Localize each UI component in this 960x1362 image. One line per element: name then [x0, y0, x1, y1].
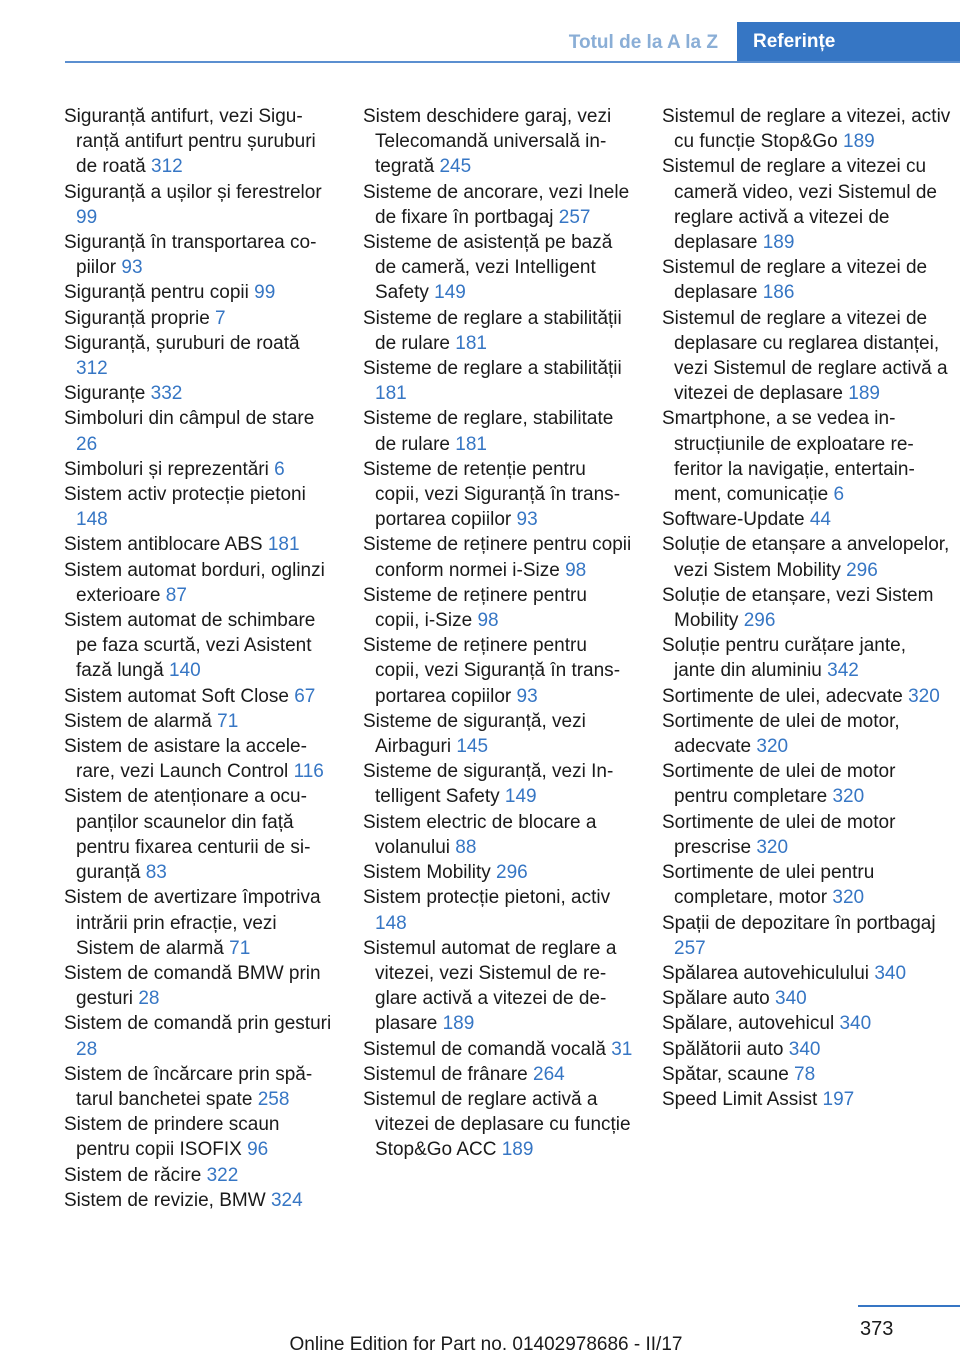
index-entry-text: Siguranță a ușilor și ferestrelor — [64, 181, 322, 203]
index-page-link[interactable]: 245 — [439, 156, 472, 178]
index-entry — [64, 306, 334, 331]
index-entry-text: Software-Update — [662, 509, 805, 531]
index-page-link[interactable]: 149 — [504, 786, 537, 808]
index-entry — [363, 230, 633, 306]
index-entry-text: Sistem automat de schimbare pe faza scurtă, vezi Asistent fază lungă — [64, 610, 316, 682]
index-entry — [662, 1037, 952, 1062]
index-page-link[interactable]: 88 — [455, 836, 477, 858]
index-entry — [363, 810, 633, 860]
index-page-link[interactable]: 145 — [456, 736, 489, 758]
index-entry — [662, 1087, 952, 1112]
index-entry — [363, 633, 633, 709]
index-entry-text: Sisteme de reglare a stabilității — [363, 358, 622, 380]
index-entry — [64, 784, 334, 885]
index-entry — [64, 482, 334, 532]
index-entry — [662, 684, 952, 709]
index-entry-text: Sortimente de ulei pentru completare, motor — [662, 862, 875, 909]
index-entry — [662, 709, 952, 759]
index-entry — [363, 356, 633, 406]
index-page-link[interactable]: 320 — [908, 685, 940, 707]
index-page-link[interactable]: 44 — [809, 509, 831, 531]
index-page-link[interactable]: 93 — [516, 509, 538, 531]
index-page-link[interactable]: 197 — [822, 1088, 855, 1110]
index-page-link[interactable]: 332 — [150, 383, 183, 405]
index-entry-text: Sistemul de frânare — [363, 1063, 528, 1085]
index-page-link[interactable]: 98 — [565, 559, 587, 581]
index-page-link[interactable]: 181 — [375, 383, 407, 405]
index-entry-text: Spălare auto — [662, 988, 770, 1010]
index-page-link[interactable]: 28 — [76, 1038, 98, 1060]
index-page-link[interactable]: 98 — [477, 610, 499, 632]
index-entry-text: Sistem Mobility — [363, 862, 491, 884]
index-page-link[interactable]: 71 — [229, 937, 251, 959]
index-entry — [662, 860, 952, 910]
index-entry — [363, 457, 633, 533]
index-entry-text: Soluție de etanșare, vezi Sistem Mobility — [662, 584, 934, 632]
edition-note: Online Edition for Part no. 01402978686 - II/17 — [289, 1334, 683, 1355]
index-entry — [64, 381, 334, 406]
index-entry — [662, 583, 952, 633]
index-entry — [64, 734, 334, 784]
index-entry — [64, 1163, 334, 1188]
index-page-link[interactable]: 87 — [165, 584, 187, 606]
index-entry — [662, 986, 952, 1011]
index-page-link[interactable]: 189 — [843, 131, 875, 153]
index-page-link[interactable]: 26 — [76, 433, 98, 455]
index-page-link[interactable]: 83 — [145, 862, 167, 884]
index-page-link[interactable]: 67 — [294, 685, 316, 707]
index-entry — [64, 230, 334, 280]
index-entry-text: Smartphone, a se vedea instrucțiunile de exploatare referitor la navigație, entertainment, comunicație — [662, 408, 915, 506]
index-page-link[interactable]: 7 — [215, 307, 226, 329]
index-entry — [363, 532, 633, 582]
index-page-link[interactable]: 181 — [267, 534, 300, 556]
index-entry — [64, 280, 334, 305]
index-entry — [662, 1062, 952, 1087]
index-entry-text: Sistemul de reglare a vitezei, activ cu funcție Stop&Go — [662, 106, 951, 153]
index-entry — [64, 608, 334, 684]
index-page-link[interactable]: 149 — [434, 282, 466, 304]
index-entry — [64, 1011, 334, 1061]
index-page-link[interactable]: 78 — [794, 1063, 816, 1085]
index-entry — [64, 1112, 334, 1162]
index-entry-text: Sisteme de siguranță, vezi Airbaguri — [363, 710, 586, 758]
index-entry-text: Sortimente de ulei, adecvate — [662, 685, 903, 707]
index-page-link[interactable]: 6 — [833, 484, 845, 506]
index-entry-text: Sistemul de comandă vocală — [363, 1038, 606, 1060]
index-entry-text: Sistemul de reglare a vitezei de deplasare — [662, 257, 928, 304]
index-entry-text: Sistemul automat de reglare a vitezei, vezi Sistemul de reglare activă a vitezei de deplasare — [363, 937, 617, 1035]
index-page-link[interactable]: 31 — [611, 1038, 633, 1060]
index-page-link[interactable]: 296 — [846, 559, 878, 581]
index-entry — [64, 961, 334, 1011]
index-entry — [662, 406, 952, 507]
index-entry-text: Sistemul de reglare a vitezei de deplasare cu reglarea distanței, vezi Sistemul de reglare activă a vitezei de deplasare — [662, 307, 948, 405]
index-entry-text: Sisteme de retenție pentru copii, vezi Siguranță în transportarea copiilor — [363, 458, 621, 531]
index-entry — [363, 180, 633, 230]
index-entry-text: Sistem de avertizare împotriva intrării prin efracție, vezi Sistem de alarmă — [64, 887, 321, 959]
index-page-link[interactable]: 189 — [501, 1139, 534, 1161]
index-entry — [363, 306, 633, 356]
index-entry — [64, 406, 334, 456]
index-entry — [363, 583, 633, 633]
index-entry-text: Sistem automat borduri, oglinzi exterioare — [64, 559, 325, 606]
index-entry-text: Sistem activ protecție pietoni — [64, 484, 306, 506]
index-entry-text: Spătar, scaune — [662, 1063, 789, 1085]
index-entry-text: Sistem protecție pietoni, activ — [363, 887, 611, 909]
index-page-link[interactable]: 264 — [533, 1063, 565, 1085]
index-entry — [64, 558, 334, 608]
index-entry — [662, 961, 952, 986]
index-entry — [662, 810, 952, 860]
index-entry — [662, 1011, 952, 1036]
index-entry-text: Sistem de încărcare prin spătarul banchetei spate — [64, 1063, 313, 1110]
index-entry — [363, 759, 633, 809]
index-page-link[interactable]: 257 — [674, 937, 706, 959]
index-entry-text: Sistem automat Soft Close — [64, 685, 289, 707]
index-page-link[interactable]: 96 — [247, 1139, 269, 1161]
index-entry — [64, 532, 334, 557]
index-entry — [662, 104, 952, 154]
index-entry-text: Sistem de comandă BMW prin gesturi — [64, 962, 321, 1010]
index-entry-text: Sortimente de ulei de motor, adecvate — [662, 710, 900, 758]
index-entry-text: Siguranțe — [64, 383, 146, 405]
index-page-link[interactable]: 189 — [762, 232, 795, 254]
header-section-title: Totul de la A la Z — [568, 32, 718, 53]
index-entry-text: Sistemul de reglare activă a vitezei de deplasare cu funcție Stop&Go ACC — [363, 1088, 631, 1161]
index-entry-text: Siguranță pentru copii — [64, 282, 249, 304]
index-page-link[interactable]: 116 — [293, 761, 324, 783]
index-page-link[interactable]: 340 — [788, 1038, 821, 1060]
index-page-link[interactable]: 320 — [756, 836, 789, 858]
index-entry — [64, 457, 334, 482]
index-column-2 — [363, 104, 633, 1163]
index-page-link[interactable]: 340 — [775, 988, 807, 1010]
index-page-link[interactable]: 28 — [138, 988, 160, 1010]
index-entry — [363, 709, 633, 759]
index-page-link[interactable]: 181 — [455, 433, 487, 455]
index-entry — [662, 911, 952, 961]
index-page-link[interactable]: 322 — [206, 1164, 239, 1186]
index-entry — [662, 255, 952, 305]
index-page-link[interactable]: 148 — [76, 509, 108, 531]
index-entry-text: Siguranță în transportarea copiilor — [64, 232, 317, 279]
index-entry-text: Sistem de prindere scaun pentru copii ISOFIX — [64, 1114, 280, 1161]
index-entry-text: Spălarea autovehiculului — [662, 962, 870, 984]
index-entry — [64, 180, 334, 230]
index-entry-text: Sisteme de siguranță, vezi Intelligent Safety — [363, 761, 614, 808]
index-page-link[interactable]: 320 — [832, 786, 865, 808]
index-entry — [64, 709, 334, 734]
index-entry-text: Sisteme de reglare, stabilitate de rulare — [363, 408, 614, 455]
index-entry — [64, 331, 334, 381]
index-entry — [64, 1188, 334, 1213]
index-entry-text: Sisteme de asistență pe bază de cameră, vezi Intelligent Safety — [363, 232, 613, 304]
index-entry — [662, 532, 952, 582]
index-entry — [363, 860, 633, 885]
index-entry — [662, 633, 952, 683]
index-entry — [363, 104, 633, 180]
index-entry — [64, 684, 334, 709]
index-entry-text: Sisteme de reținere pentru copii, vezi Siguranță în transportarea copiilor — [363, 635, 621, 707]
index-entry — [64, 885, 334, 961]
index-entry — [662, 759, 952, 809]
index-entry — [363, 1062, 633, 1087]
index-page-link[interactable]: 312 — [76, 358, 108, 380]
index-column-3 — [662, 104, 952, 1112]
index-page-link[interactable]: 71 — [217, 710, 239, 732]
index-page-link[interactable]: 324 — [270, 1189, 303, 1211]
index-entry-text: Sortimente de ulei de motor pentru completare — [662, 761, 896, 808]
index-entry-text: Sistem de alarmă — [64, 710, 212, 732]
footer-rule — [858, 1305, 960, 1307]
index-entry-text: Sistem de revizie, BMW — [64, 1189, 266, 1211]
index-entry-text: Simboluri din câmpul de stare — [64, 408, 315, 430]
index-entry-text: Simboluri și reprezentări — [64, 458, 269, 480]
index-page-link[interactable]: 140 — [168, 660, 201, 682]
index-page-link[interactable]: 257 — [558, 206, 591, 228]
index-page-link[interactable]: 99 — [76, 206, 98, 228]
index-entry — [363, 406, 633, 456]
index-entry-text: Sisteme de reținere pentru copii conform normei i-Size — [363, 534, 632, 581]
index-page-link[interactable]: 189 — [848, 383, 880, 405]
index-entry-text: Sisteme de ancorare, vezi Inele de fixare în portbagaj — [363, 181, 630, 228]
index-entry — [662, 507, 952, 532]
index-entry-text: Siguranță, șuruburi de roată — [64, 332, 300, 354]
index-entry — [363, 1087, 633, 1163]
index-page-link[interactable]: 342 — [827, 660, 859, 682]
index-entry-text: Sisteme de reglare a stabilității de rulare — [363, 307, 622, 354]
index-entry — [64, 104, 334, 180]
index-entry-text: Soluție pentru curățare jante, jante din aluminiu — [662, 635, 906, 682]
index-entry-text: Sistem de răcire — [64, 1164, 202, 1186]
index-page-link[interactable]: 258 — [257, 1088, 290, 1110]
index-entry-text: Soluție de etanșare a anvelopelor, vezi Sistem Mobility — [662, 534, 950, 581]
index-entry — [363, 936, 633, 1037]
page-header — [0, 22, 960, 64]
index-entry-text: Speed Limit Assist — [662, 1088, 818, 1110]
index-entry-text: Spații de depozitare în portbagaj — [662, 912, 936, 934]
header-chapter-tab: Referințe — [737, 22, 960, 62]
index-page-link[interactable]: 296 — [496, 862, 528, 884]
index-page-link[interactable]: 93 — [121, 257, 143, 279]
index-page-link[interactable]: 340 — [874, 962, 907, 984]
index-entry-text: Sistem de atenționare a ocupanților scaunelor din față pentru fixarea centurii de siguranță — [64, 786, 311, 884]
page-number: 373 — [860, 1318, 894, 1340]
index-entry-text: Siguranță proprie — [64, 307, 210, 329]
index-entry — [662, 154, 952, 255]
index-entry-text: Sortimente de ulei de motor prescrise — [662, 811, 896, 858]
index-page-link[interactable]: 320 — [756, 736, 789, 758]
index-page-link[interactable]: 296 — [743, 610, 776, 632]
index-entry — [363, 885, 633, 935]
index-entry-text: Sistemul de reglare a vitezei cu cameră video, vezi Sistemul de reglare activă a vitezei de deplasare — [662, 156, 937, 254]
index-entry-text: Sistem deschidere garaj, vezi Telecomandă universală integrată — [363, 106, 612, 178]
index-page-link[interactable]: 93 — [516, 685, 538, 707]
index-page-link[interactable]: 340 — [839, 1013, 872, 1035]
index-entry — [662, 306, 952, 407]
index-entry-text: Siguranță antifurt, vezi Siguranță antifurt pentru șuruburi de roată — [64, 106, 316, 178]
index-entry-text: Sistem de comandă prin gesturi — [64, 1013, 332, 1035]
index-entry-text: Spălătorii auto — [662, 1038, 784, 1060]
index-page-link[interactable]: 99 — [254, 282, 276, 304]
index-column-1 — [64, 104, 334, 1213]
index-page-link[interactable]: 189 — [442, 1013, 475, 1035]
index-entry-text: Sistem de asistare la accelerare, vezi Launch Control — [64, 736, 307, 783]
header-rule — [65, 61, 960, 63]
index-entry-text: Sistem electric de blocare a volanului — [363, 811, 597, 858]
index-page-link[interactable]: 181 — [455, 332, 487, 354]
index-entry-text: Spălare, autovehicul — [662, 1013, 835, 1035]
index-entry — [363, 1037, 633, 1062]
index-page-link[interactable]: 320 — [832, 887, 865, 909]
index-page-link[interactable]: 186 — [762, 282, 795, 304]
index-entry — [64, 1062, 334, 1112]
index-page-link[interactable]: 148 — [375, 912, 407, 934]
index-page-link[interactable]: 312 — [151, 156, 183, 178]
index-entry-text: Sisteme de reținere pentru copii, i-Size — [363, 584, 587, 632]
index-entry-text: Sistem antiblocare ABS — [64, 534, 263, 556]
index-page-link[interactable]: 6 — [274, 458, 285, 480]
